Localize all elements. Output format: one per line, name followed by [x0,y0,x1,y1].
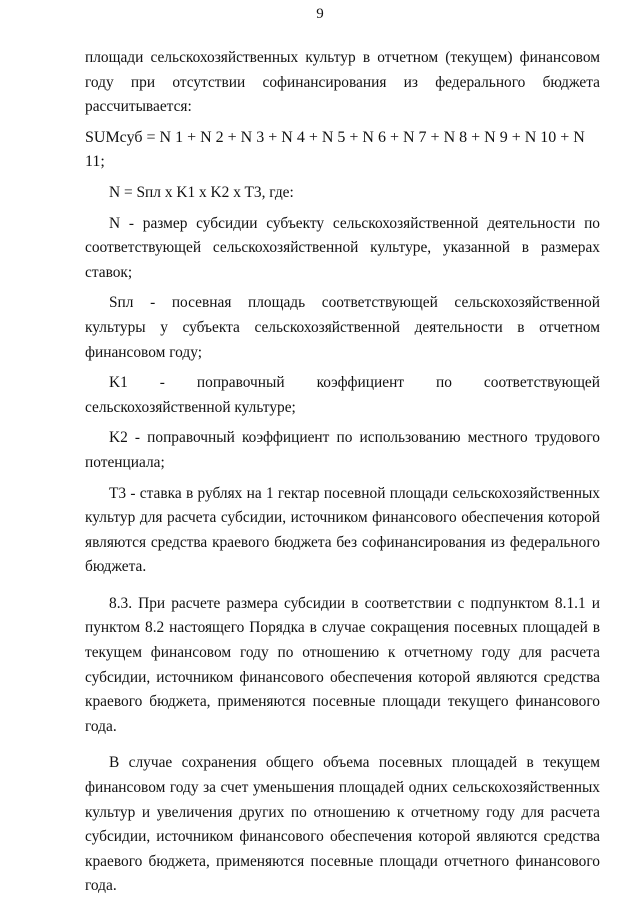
document-body [85,46,600,905]
paragraph-preservation: В случае сохранения общего объема посевных площадей в текущем финансовом году за счет уменьшения площадей одних сельскохозяйственных культур и увеличения других по отношению к отчетному году для расчета субсидии, источником финансового обеспечения которой являются средства краевого бюджета, применяются посевные площади отчетного финансового года. [85,754,600,895]
formula-sum: SUMсуб = N 1 + N 2 + N 3 + N 4 + N 5 + N 6 + N 7 + N 8 + N 9 + N 10 + N 11; [85,128,585,171]
paragraph-8-3: 8.3. При расчете размера субсидии в соответствии с подпунктом 8.1.1 и пунктом 8.2 настоящего Порядка в случае сокращения посевных площадей в текущем финансовом году по отношению к отчетному году для расчета субсидии, источником финансового обеспечения которой являются средства краевого бюджета, применяются посевные площади текущего финансового года. [85,594,600,735]
definition-n: N - размер субсидии субъекту сельскохозяйственной деятельности по соответствующей сельскохозяйственной культуре, указанной в размерах ставок; [85,214,600,281]
definition-t3: T3 - ставка в рублях на 1 гектар посевной площади сельскохозяйственных культур для расчета субсидии, источником финансового обеспечения которой являются средства краевого бюджета без софинансирования из федерального бюджета. [85,484,600,576]
definition-k2: K2 - поправочный коэффициент по использованию местного трудового потенциала; [85,429,600,471]
page-number: 9 [316,6,324,22]
definition-spl: Sпл - посевная площадь соответствующей сельскохозяйственной культуры у субъекта сельскохозяйственной деятельности в отчетном финансовом году; [85,294,600,361]
definition-k1: K1 - поправочный коэффициент по соответствующей сельскохозяйственной культуре; [85,374,600,416]
paragraph-intro: площади сельскохозяйственных культур в отчетном (текущем) финансовом году при отсутствии софинансирования из федерального бюджета рассчитывается: [85,49,600,116]
formula-n: N = Sпл x K1 x K2 x T3, где: [109,183,294,201]
